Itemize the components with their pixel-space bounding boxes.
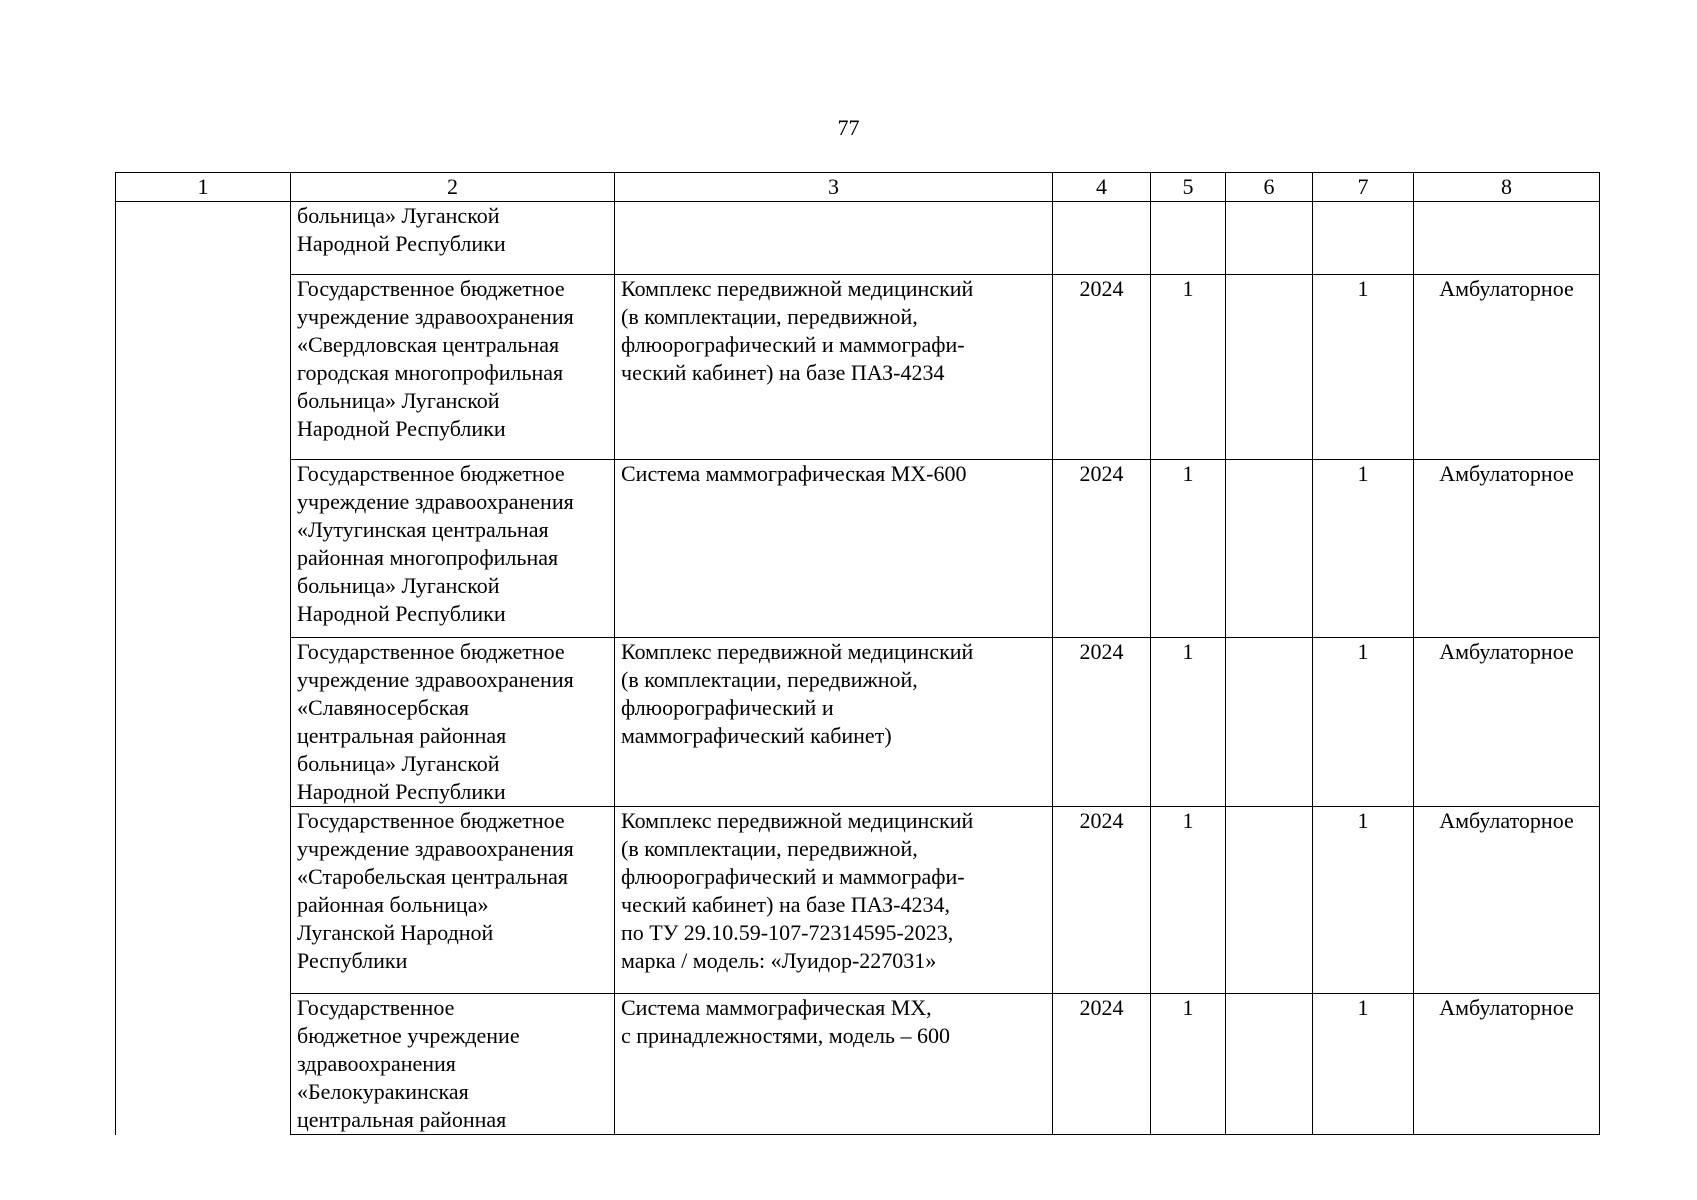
year-cell: 2024	[1053, 638, 1151, 807]
equipment-cell	[615, 202, 1053, 275]
col5-cell: 1	[1151, 275, 1226, 460]
col5-cell: 1	[1151, 994, 1226, 1135]
col5-cell: 1	[1151, 638, 1226, 807]
equipment-cell: Комплекс передвижной медицинский (в комплектации, передвижной, флюорографический и маммографи- ческий кабинет) на базе ПАЗ-4234, по ТУ 29.10.59-107-72314595-2023, марка / модель: «Луидор-227031»	[615, 807, 1053, 994]
col6-cell	[1226, 638, 1313, 807]
table-header-row	[116, 173, 1600, 202]
equipment-table	[115, 172, 1600, 1135]
col6-cell	[1226, 994, 1313, 1135]
col7-cell: 1	[1313, 638, 1414, 807]
org-cell: Государственное бюджетное учреждение здравоохранения «Лутугинская центральная районная многопрофильная больница» Луганской Народной Республики	[291, 460, 615, 638]
year-cell: 2024	[1053, 275, 1151, 460]
column-header: 6	[1226, 173, 1313, 202]
year-cell	[1053, 202, 1151, 275]
col7-cell	[1313, 202, 1414, 275]
table-row	[116, 807, 1600, 994]
org-cell: Государственное бюджетное учреждение здравоохранения «Свердловская центральная городская многопрофильная больница» Луганской Народной Республики	[291, 275, 615, 460]
table-row	[116, 460, 1600, 638]
care-type-cell: Амбулаторное	[1414, 994, 1600, 1135]
care-type-cell: Амбулаторное	[1414, 275, 1600, 460]
equipment-cell: Комплекс передвижной медицинский (в комплектации, передвижной, флюорографический и маммографи- ческий кабинет) на базе ПАЗ-4234	[615, 275, 1053, 460]
table-row	[116, 638, 1600, 807]
col7-cell: 1	[1313, 994, 1414, 1135]
org-cell: больница» Луганской Народной Республики	[291, 202, 615, 275]
year-cell: 2024	[1053, 994, 1151, 1135]
org-cell: Государственное бюджетное учреждение здравоохранения «Старобельская центральная районная больница» Луганской Народной Республики	[291, 807, 615, 994]
merged-index-cell	[116, 202, 291, 1135]
column-header: 5	[1151, 173, 1226, 202]
col6-cell	[1226, 202, 1313, 275]
year-cell: 2024	[1053, 807, 1151, 994]
column-header: 4	[1053, 173, 1151, 202]
equipment-cell: Система маммографическая МХ, с принадлежностями, модель – 600	[615, 994, 1053, 1135]
col6-cell	[1226, 460, 1313, 638]
care-type-cell: Амбулаторное	[1414, 807, 1600, 994]
year-cell: 2024	[1053, 460, 1151, 638]
page-number: 77	[837, 115, 860, 140]
col5-cell: 1	[1151, 807, 1226, 994]
column-header: 1	[116, 173, 291, 202]
column-header: 3	[615, 173, 1053, 202]
table-row	[116, 994, 1600, 1135]
column-header: 7	[1313, 173, 1414, 202]
col5-cell	[1151, 202, 1226, 275]
care-type-cell: Амбулаторное	[1414, 638, 1600, 807]
care-type-cell	[1414, 202, 1600, 275]
col5-cell: 1	[1151, 460, 1226, 638]
col7-cell: 1	[1313, 807, 1414, 994]
org-cell: Государственное бюджетное учреждение здравоохранения «Белокуракинская центральная районная	[291, 994, 615, 1135]
col7-cell: 1	[1313, 460, 1414, 638]
equipment-cell: Система маммографическая МХ-600	[615, 460, 1053, 638]
org-cell: Государственное бюджетное учреждение здравоохранения «Славяносербская центральная районная больница» Луганской Народной Республики	[291, 638, 615, 807]
equipment-cell: Комплекс передвижной медицинский (в комплектации, передвижной, флюорографический и маммографический кабинет)	[615, 638, 1053, 807]
care-type-cell: Амбулаторное	[1414, 460, 1600, 638]
column-header: 2	[291, 173, 615, 202]
table-row	[116, 275, 1600, 460]
column-header: 8	[1414, 173, 1600, 202]
col6-cell	[1226, 807, 1313, 994]
col6-cell	[1226, 275, 1313, 460]
table-row	[116, 202, 1600, 275]
col7-cell: 1	[1313, 275, 1414, 460]
